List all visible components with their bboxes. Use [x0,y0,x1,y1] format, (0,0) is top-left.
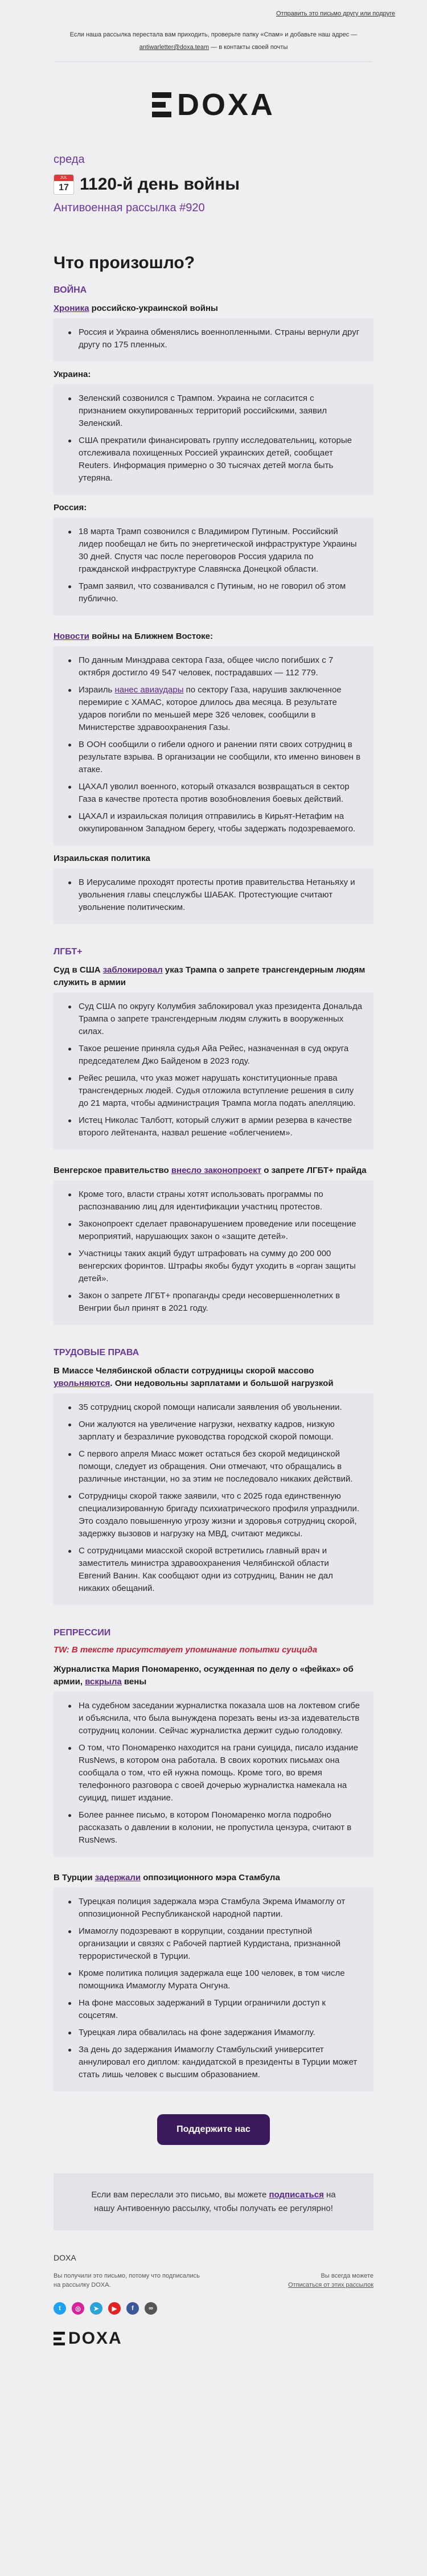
journalist-box [54,1692,373,1857]
list-item: Законопроект сделает правонарушением проведение или посещение мероприятий, нарушающих закон о «защите детей». [64,1218,363,1243]
unsubscribe-link[interactable]: Отписаться от этих рассылок [288,2282,373,2288]
calendar-icon [54,174,74,195]
israel-politics-label: Израильская политика [54,854,150,863]
list-item: За день до задержания Имамоглу Стамбульский университет аннулировал его диплом: кандидатской в президенты в Турции может стать лишь человек с высшим образованием. [64,2044,363,2081]
donate-wrap [54,2114,373,2145]
list-item: Истец Николас Талботт, который служит в армии резерва в качестве второго лейтенанта, назвал решение «облегчением». [64,1114,363,1139]
main-content [0,253,427,2145]
list-item: 18 марта Трамп созвонился с Владимиром Путиным. Российский лидер пообещал не бить по энергетической инфраструктуре Украины 30 дней. Спустя час после переговоров Россия ударила по гражданской инфраструктуре Славянска Донецкой области. [64,526,363,576]
instagram-icon[interactable]: ◎ [72,2302,84,2315]
footer-logo[interactable] [54,2329,373,2348]
list-item: По данным Минздрава сектора Газа, общее число погибших с 7 октября достигло 49 547 человек, пострадавших — 112 779. [64,654,363,679]
airstrikes-link[interactable]: нанес авиаудары [114,685,184,695]
hungary-heading: Венгерское правительство внесло законопроект о запрете ЛГБТ+ прайда [54,1166,367,1175]
social-icons [54,2302,373,2315]
list-item: ЦАХАЛ и израильская полиция отправились в Кирьят-Нетафим на оккупированном Западном берегу, чтобы задержать подозреваемого. [64,810,363,835]
youtube-icon[interactable]: ▶ [108,2302,121,2315]
war-intro-box [54,318,373,362]
telegram-icon[interactable]: ➤ [90,2302,102,2315]
journalist-heading: Журналистка Мария Пономаренко, осужденная по делу о «фейках» об армии, вскрыла вены [54,1664,354,1687]
chronicle-link[interactable]: Хроника [54,303,89,313]
list-item: На судебном заседании журналистка показала шов на локтевом сгибе и объяснила, что была вынуждена порезать вены из-за издевательств сотрудниц колонии. Сейчас журналистка держит судью голодовку. [64,1700,363,1737]
list-item: Такое решение приняла судья Айа Рейес, назначенная в суд округа председателем Джо Байденом в 2023 году. [64,1043,363,1068]
issue-header [0,153,427,215]
list-item: ЦАХАЛ уволил военного, который отказался возвращаться в сектор Газа в качестве протеста против возобновления боевых действий. [64,781,363,806]
page-title: 1120-й день войны [80,175,240,194]
calendar-month: JUL [54,175,73,181]
israel-politics-box [54,868,373,924]
trigger-warning: TW: В тексте присутствует упоминание попытки суицида [54,1645,318,1655]
logo-word: DOXA [176,88,275,122]
list-item: Израиль нанес авиаудары по сектору Газа, нарушив заключенное перемирие с ХАМАС, которое длилось два месяца. В результате ударов погибли по меньшей мере 326 человек, сообщили в Министерстве здравоохранения Газы. [64,684,363,734]
list-item: 35 сотрудниц скорой помощи написали заявления об увольнении. [64,1401,363,1414]
turkey-box [54,1888,373,2091]
russia-box [54,518,373,616]
list-item: На фоне массовых задержаний в Турции ограничили доступ к соцсетям. [64,1997,363,2022]
list-item: Имамоглу подозревают в коррупции, создании преступной организации и связях с Рабочей партией Курдистана, признанной террористической в Турции. [64,1925,363,1963]
list-item: США прекратили финансировать группу исследовательниц, которые отслеживала похищенных Россией украинских детей, сообщает Reuters. Информация примерно о 30 тысячах детей могла быть утеряна. [64,434,363,485]
facebook-icon[interactable]: f [126,2302,139,2315]
list-item: В Иерусалиме проходят протесты против правительства Нетаньяху и увольнения главы спецслужбы ШАБАК. Протестующие считают увольнение политическим. [64,876,363,914]
russia-label: Россия: [54,503,87,512]
calendar-day: 17 [59,183,69,192]
subscribe-box: Если вам переслали это письмо, вы можете подписаться на нашу Антивоенную рассылку, чтобы получать ее регулярно! [54,2173,373,2230]
subscribe-link[interactable]: подписаться [269,2190,324,2200]
top-link-row [0,0,427,23]
footer-brand: DOXA [54,2253,76,2262]
list-item: Закон о запрете ЛГБТ+ пропаганды среди несовершеннолетних в Венгрии был принят в 2021 году. [64,1290,363,1315]
list-item: Турецкая лира обвалилась на фоне задержания Имамоглу. [64,2027,363,2039]
list-item: Кроме того, власти страны хотят использовать программы по распознаванию лиц для идентификации участниц протестов. [64,1188,363,1213]
list-item: Участницы таких акций будут штрафовать на сумму до 200 000 венгерских форинтов. Штрафы якобы будут уходить в «орган защиты детей». [64,1248,363,1285]
detained-link[interactable]: задержали [95,1873,141,1882]
list-item: Россия и Украина обменялись военнопленными. Страны вернули друг другу по 175 пленных. [64,326,363,351]
list-item: О том, что Пономаренко находится на грани суицида, писало издание RusNews, в котором она работала. В своих коротких письмах она сообщала о том, что ей нужна помощь. Кроме того, во время телефонного разговора с своей дочерью журналистка намекала на суицид, пишет издание. [64,1742,363,1804]
footer [0,2230,427,2348]
footer-right-text: Вы всегда можете [321,2273,373,2279]
quitting-link[interactable]: увольняются [54,1379,110,1388]
list-item: Турецкая полиция задержала мэра Стамбула Экрема Имамоглу от оппозиционной Республиканской народной партии. [64,1896,363,1921]
list-item: Кроме политика полиция задержала еще 100 человек, в том числе помощника Имамоглу Мурата Онгуна. [64,1967,363,1992]
miass-box [54,1393,373,1605]
weekday: среда [54,153,85,166]
notice-before: Если наша рассылка перестала вам приходить, проверьте папку «Спам» и добавьте наш адрес — [69,31,358,38]
link-icon[interactable]: ∞ [145,2302,157,2315]
section-label-lgbt: ЛГБТ+ [54,947,83,957]
notice-email-link[interactable]: antiwarletter@doxa.team [139,44,210,51]
usa-heading: Суд в США заблокировал указ Трампа о запрете трансгендерным людям служить в армии [54,965,366,987]
list-item: В ООН сообщили о гибели одного и ранении пяти своих сотрудниц в результате взрыва. В организации не сообщили, кто именно виновен в атаке. [64,739,363,776]
issue-number: Антивоенная рассылка #920 [54,202,205,214]
list-item: Более раннее письмо, в котором Пономаренко могла подробно рассказать о давлении в колонии, не пропустила цензура, считают в RusNews. [64,1809,363,1847]
cut-veins-link[interactable]: вскрыла [85,1677,122,1687]
hungary-box [54,1180,373,1325]
miass-heading: В Миассе Челябинской области сотрудницы скорой массово увольняются. Они недовольны зарплатами и большой нагрузкой [54,1366,334,1388]
donate-button[interactable]: Поддержите нас [157,2114,270,2145]
war-chronicle-heading: Хроника российско-украинской войны [54,303,218,313]
blocked-link[interactable]: заблокировал [102,965,163,975]
footer-left-text: Вы получили это письмо, потому что подписались на рассылку DOXA. [54,2273,200,2288]
twitter-icon[interactable]: t [54,2302,66,2315]
section-label-repression: РЕПРЕССИИ [54,1628,111,1638]
mideast-heading: Новости войны на Ближнем Востоке: [54,631,214,641]
list-item: Сотрудницы скорой также заявили, что с 2025 года единственную специализированную бригаду психиатрического профиля упразднили. Это создало повышенную угрозу жизни и здоровья сотрудниц скорой, задержку вызовов и нагрузку на МВД, считают медиксы. [64,1490,363,1540]
doxa-logo[interactable] [0,62,427,147]
ukraine-label: Украина: [54,370,91,379]
mideast-box [54,646,373,846]
section-label-labor: ТРУДОВЫЕ ПРАВА [54,1348,139,1357]
bill-link[interactable]: внесло законопроект [171,1166,262,1175]
list-item: Зеленский созвонился с Трампом. Украина не согласится с признанием оккупированных территорий российскими, заявил Зеленский. [64,392,363,430]
usa-box [54,992,373,1150]
footer-logo-e-icon [54,2332,65,2345]
list-item: Трамп заявил, что созванивался с Путиным, но не говорил об этом публично. [64,580,363,605]
section-label-war: ВОЙНА [54,285,87,295]
what-happened-heading: Что произошло? [54,253,195,272]
logo-e-icon [152,92,171,117]
list-item: Рейес решила, что указ может нарушать конституционные права трансгендерных людей. Судья отложила вступление решения в силу до 21 марта, чтобы администрация Трампа могла подать апелляцию. [64,1072,363,1110]
list-item: С сотрудницами миасской скорой встретились главный врач и заместитель министра здравоохранения Челябинской области Евгений Ванин. Как сообщают одни из сотрудниц, Ванин не дал никаких обещаний. [64,1545,363,1595]
spam-notice [55,28,372,62]
list-item: Суд США по округу Колумбия заблокировал указ президента Дональда Трампа о запрете трансгендерным людям служить в вооруженных силах. [64,1000,363,1038]
list-item: Они жалуются на увеличение нагрузки, нехватку кадров, низкую зарплату и безразличие руководства городской скорой помощи. [64,1418,363,1443]
footer-logo-word: DOXA [68,2329,122,2348]
list-item: С первого апреля Миасс может остаться без скорой медицинской помощи, следует из обращения. Они отмечают, что обращались в различные инстанции, но за этим не последовало никаких действий. [64,1448,363,1486]
notice-after: — в контакты своей почты [209,44,288,51]
mideast-news-link[interactable]: Новости [54,631,89,641]
turkey-heading: В Турции задержали оппозиционного мэра Стамбула [54,1873,280,1882]
forward-email-link[interactable]: Отправить это письмо другу или подруге [276,10,395,17]
ukraine-box [54,384,373,495]
